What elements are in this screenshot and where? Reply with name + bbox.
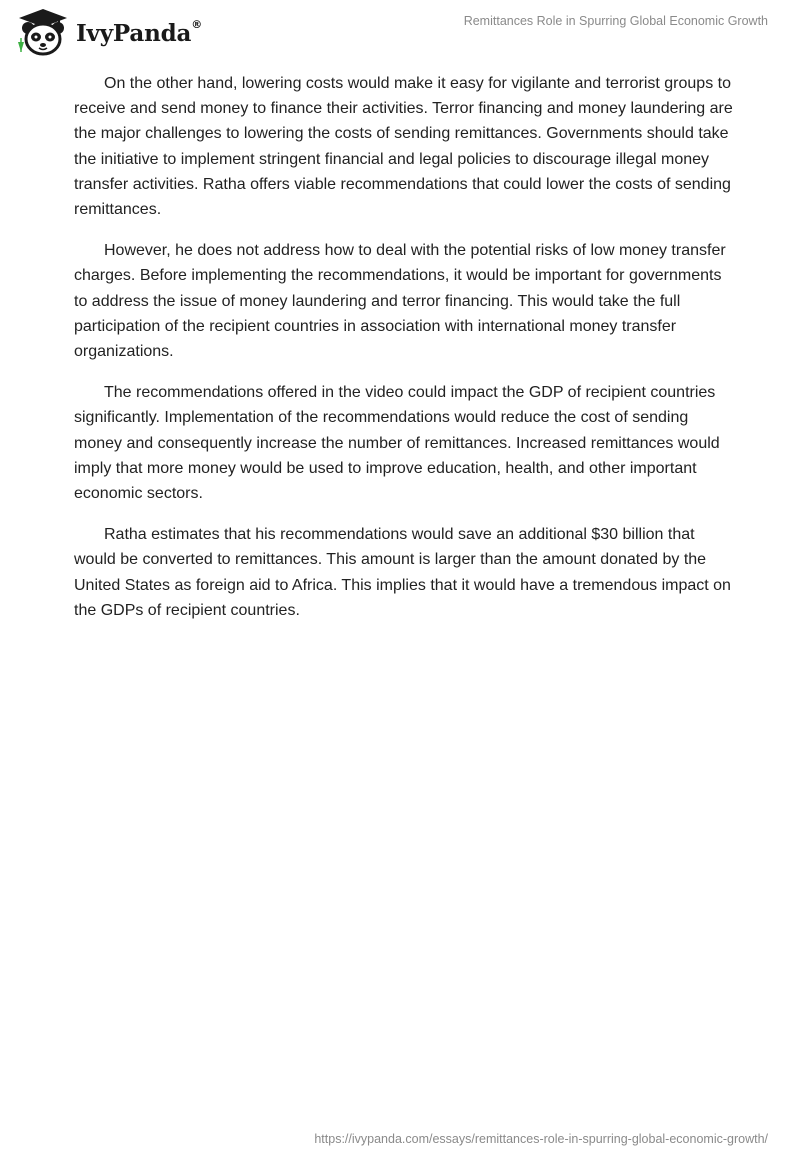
ivypanda-logo[interactable] xyxy=(14,6,202,60)
panda-graduate-icon xyxy=(14,6,72,60)
essay-body xyxy=(74,71,734,639)
paragraph: On the other hand, lowering costs would make it easy for vigilante and terrorist groups to receive and send money to finance their activities. Terror financing and money laundering are the major challenges to lowering the costs of sending remittances. Governments should take the initiative to implement stringent financial and legal policies to discourage illegal money transfer activities. Ratha offers viable recommendations that could lower the costs of sending remittances. xyxy=(74,75,733,219)
page-header xyxy=(0,0,800,70)
paragraph: The recommendations offered in the video could impact the GDP of recipient countries significantly. Implementation of the recommendations would reduce the cost of sending money and consequently increase the number of remittances. Increased remittances would imply that more money would be used to improve education, health, and other important economic sectors. xyxy=(74,384,720,503)
running-title: Remittances Role in Spurring Global Economic Growth xyxy=(463,14,768,28)
brand-name: IvyPanda® xyxy=(76,17,202,47)
paragraph: Ratha estimates that his recommendations would save an additional $30 billion that would be converted to remittances. This amount is larger than the amount donated by the United States as foreign aid to Africa. This implies that it would have a tremendous impact on the GDPs of recipient countries. xyxy=(74,526,731,619)
registered-mark: ® xyxy=(191,17,202,31)
source-url[interactable]: https://ivypanda.com/essays/remittances-role-in-spurring-global-economic-growth/ xyxy=(314,1132,768,1146)
paragraph: However, he does not address how to deal with the potential risks of low money transfer charges. Before implementing the recommendations, it would be important for governments to address the issue of money laundering and terror financing. This would take the full participation of the recipient countries in association with international money transfer organizations. xyxy=(74,242,726,361)
